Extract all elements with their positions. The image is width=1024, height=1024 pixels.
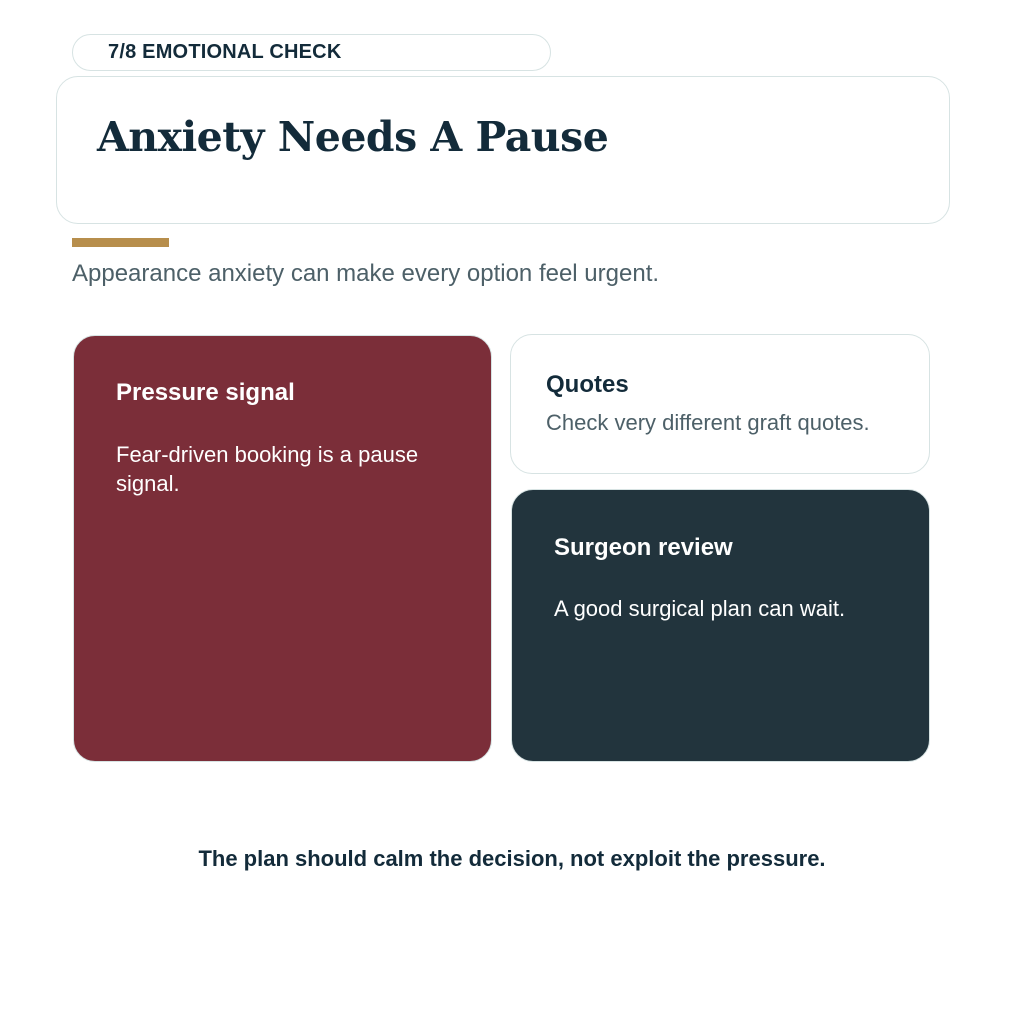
surgeon-review-title: Surgeon review (554, 534, 733, 561)
page-title: Anxiety Needs A Pause (97, 113, 609, 161)
page-subtitle: Appearance anxiety can make every option feel urgent. (72, 260, 660, 287)
pressure-signal-title: Pressure signal (116, 379, 295, 406)
quotes-text: Check very different graft quotes. (546, 410, 870, 435)
title-card (56, 76, 950, 224)
surgeon-review-card (511, 489, 930, 762)
step-label: 7/8 EMOTIONAL CHECK (108, 41, 342, 63)
accent-divider (72, 238, 169, 247)
pressure-signal-text: Fear-driven booking is a pause signal. (116, 442, 419, 496)
quotes-title: Quotes (546, 371, 629, 398)
step-indicator (72, 34, 551, 71)
surgeon-review-text: A good surgical plan can wait. (554, 596, 846, 621)
pressure-signal-card (73, 335, 492, 762)
closing-statement: The plan should calm the decision, not exploit the pressure. (198, 846, 826, 871)
quotes-card (510, 334, 930, 474)
